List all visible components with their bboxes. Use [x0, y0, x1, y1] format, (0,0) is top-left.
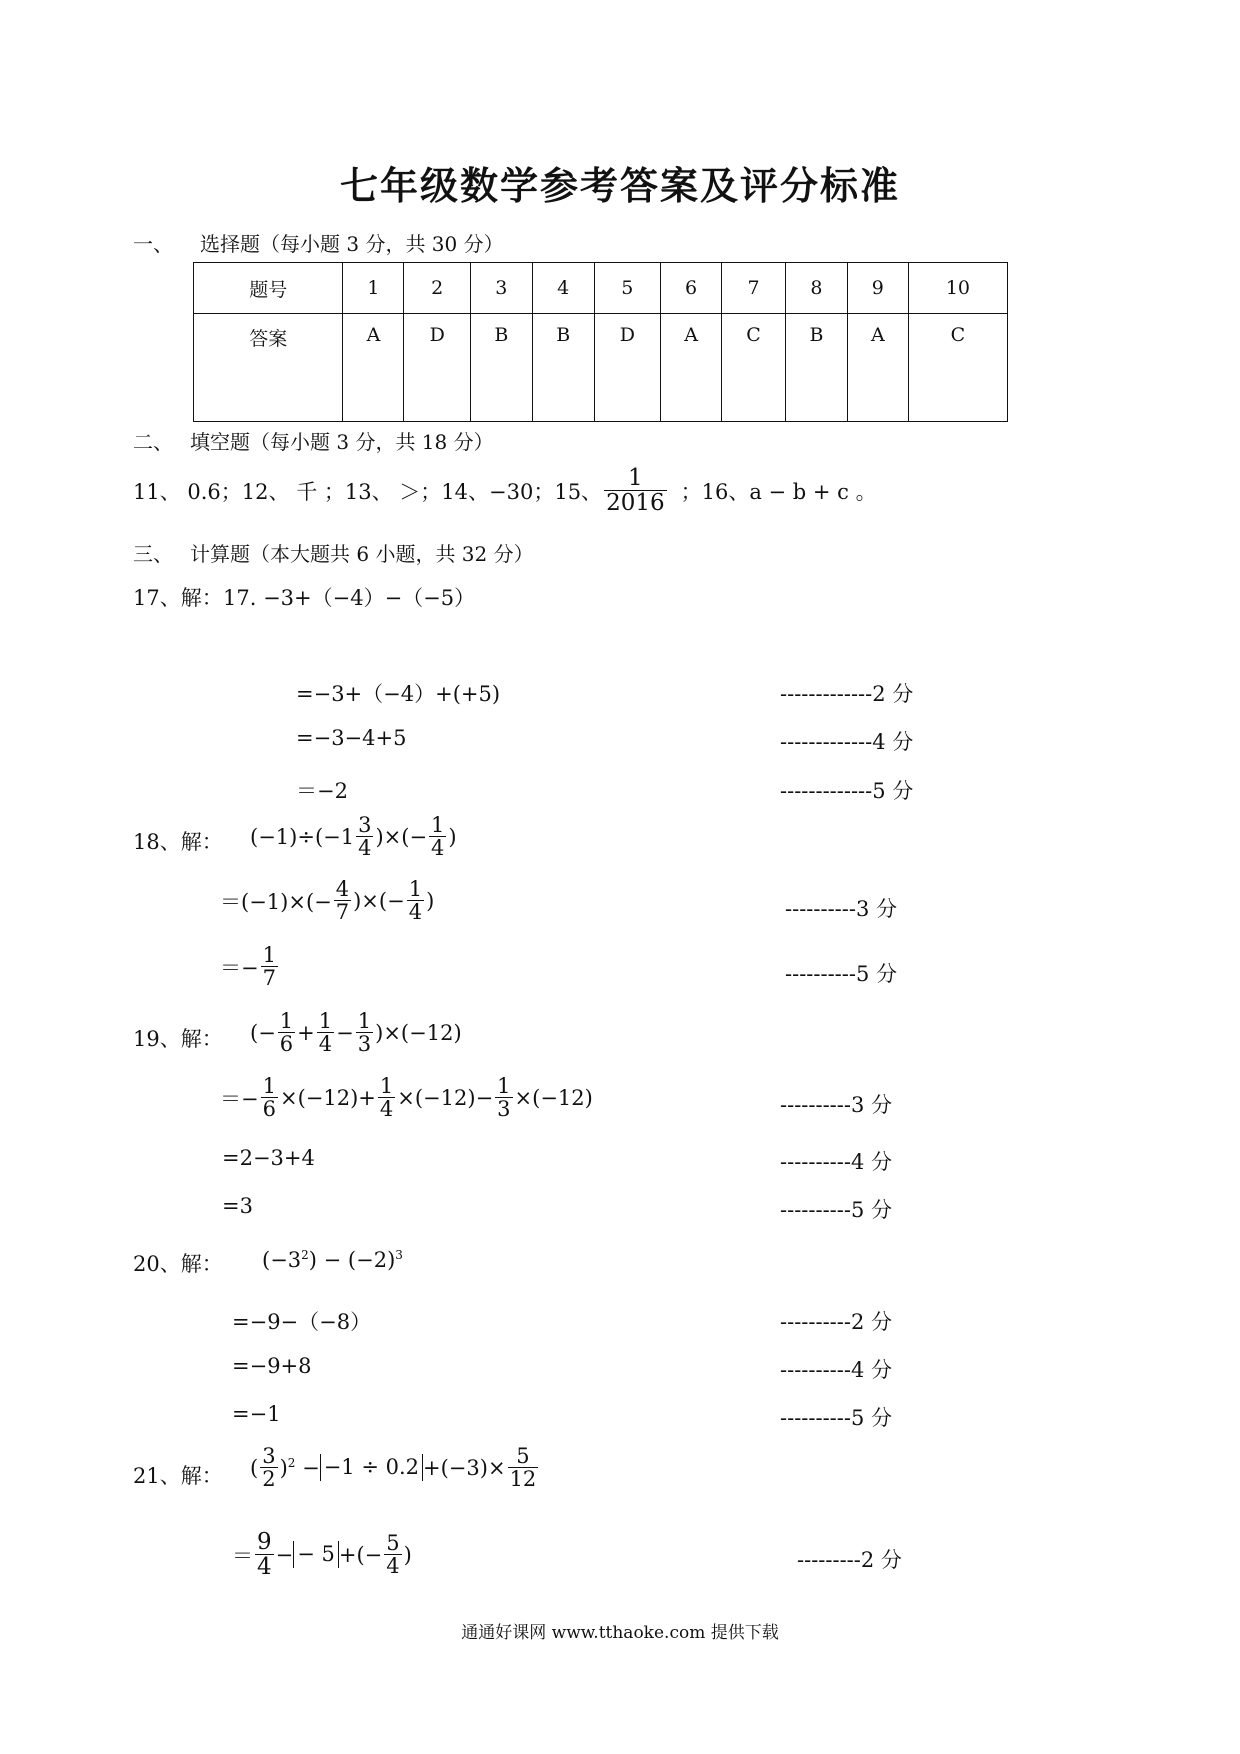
answer-table [193, 262, 1008, 422]
answer-11: 11、 0.6； [133, 479, 242, 504]
problem-20-step-2: =−9+8 [232, 1354, 312, 1378]
problem-21-step-1: ＝ $\frac{9}{4}$ − − 5 +(− $\frac{5}{4}$ ) [232, 1529, 412, 1581]
problem-21-label: 21、解： [133, 1464, 223, 1488]
question-number-cell: 8 [786, 263, 848, 314]
answer-cell: D [404, 314, 470, 422]
row-label-question-number: 题号 [194, 263, 343, 314]
answer-cell: A [847, 314, 908, 422]
answer-cell: C [908, 314, 1007, 422]
problem-18-label: 18、解： [133, 830, 223, 854]
footer-source: 通通好课网 www.tthaoke.com 提供下载 [461, 1623, 779, 1643]
answer-cell: B [470, 314, 532, 422]
section-1-heading: 选择题（每小题 3 分，共 30 分） [200, 232, 504, 256]
problem-19-step-3: =3 [222, 1194, 253, 1218]
problem-17-step-3: ＝−2 [296, 779, 348, 803]
answer-cell: B [786, 314, 848, 422]
problem-19-score-1: ----------3 分 [780, 1093, 892, 1117]
problem-18-step-1: ＝(−1)×(− $\frac{4}{7}$ )×(− $\frac{1}{4}$ ) [220, 877, 435, 925]
problem-20-step-3: =−1 [232, 1402, 281, 1426]
section-2-heading: 填空题（每小题 3 分，共 18 分） [190, 430, 494, 454]
question-number-cell: 3 [470, 263, 532, 314]
problem-21-score-1: ---------2 分 [797, 1548, 902, 1572]
answer-cell: B [532, 314, 594, 422]
section-2-number: 二、 [133, 430, 173, 454]
problem-17-score-2: -------------4 分 [780, 730, 914, 754]
problem-20-score-1: ----------2 分 [780, 1310, 892, 1334]
problem-17-label: 17、解： [133, 586, 223, 610]
problem-20-label: 20、解： [133, 1252, 223, 1276]
answer-cell: A [343, 314, 404, 422]
problem-19-expression: (− $\frac{1}{6}$ + $\frac{1}{4}$ − $\frac{1}{3}$ )×(−12) [250, 1009, 462, 1057]
problem-18-expression: (−1)÷(−1 $\frac{3}{4}$ )×(− $\frac{1}{4}$ ) [250, 813, 457, 861]
question-number-cell: 9 [847, 263, 908, 314]
problem-17-score-1: -------------2 分 [780, 682, 914, 706]
answer-table-header-row [194, 263, 1008, 314]
problem-18-score-1: ----------3 分 [785, 897, 897, 921]
page-title: 七年级数学参考答案及评分标准 [339, 163, 900, 208]
section-3-heading: 计算题（本大题共 6 小题，共 32 分） [190, 542, 534, 566]
answer-cell: A [661, 314, 722, 422]
problem-19-step-1: ＝− $\frac{1}{6}$ ×(−12)+ $\frac{1}{4}$ ×(−12)− $\frac{1}{3}$ ×(−12) [220, 1074, 593, 1122]
problem-17-step-1: =−3+（−4）+(+5) [296, 682, 501, 706]
answer-16: ；16、a − b + c 。 [680, 479, 877, 504]
answer-table-answer-row [194, 314, 1008, 422]
fraction-numerator: 1 [628, 465, 643, 491]
fraction-denominator: 2016 [606, 490, 665, 517]
question-number-cell: 10 [908, 263, 1007, 314]
problem-17-step-2: =−3−4+5 [296, 726, 407, 750]
question-number-cell: 4 [532, 263, 594, 314]
problem-21-expression: ( $\frac{3}{2}$ )$^2$ − −1 ÷ 0.2 +(−3)× $\frac{5}{12}$ [250, 1444, 537, 1492]
question-number-cell: 6 [661, 263, 722, 314]
problem-17-statement: 17. −3+（−4）−（−5） [223, 586, 476, 610]
problem-20-score-3: ----------5 分 [780, 1406, 892, 1430]
problem-20-step-1: =−9−（−8） [232, 1310, 372, 1334]
problem-19-score-3: ----------5 分 [780, 1198, 892, 1222]
problem-19-label: 19、解： [133, 1027, 223, 1051]
row-label-answer: 答案 [194, 314, 343, 422]
problem-20-score-2: ----------4 分 [780, 1358, 892, 1382]
problem-19-step-2: =2−3+4 [222, 1146, 315, 1170]
answer-14: 14、−30； [441, 479, 555, 504]
question-number-cell: 1 [343, 263, 404, 314]
answer-15-fraction [604, 466, 667, 515]
problem-18-score-2: ----------5 分 [785, 962, 897, 986]
question-number-cell: 5 [594, 263, 660, 314]
question-number-cell: 2 [404, 263, 470, 314]
answer-12: 12、 千 ； [241, 479, 345, 504]
answer-cell: D [594, 314, 660, 422]
problem-19-score-2: ----------4 分 [780, 1150, 892, 1174]
answer-13: 13、 ＞； [344, 479, 442, 504]
fill-in-answers [133, 466, 877, 515]
answer-cell: C [722, 314, 786, 422]
section-3-number: 三、 [133, 542, 173, 566]
problem-18-step-2: ＝− $\frac{1}{7}$ [220, 943, 276, 991]
answer-15-prefix: 15、 [554, 479, 603, 504]
question-number-cell: 7 [722, 263, 786, 314]
problem-20-expression: $(-3^2) - (-2)^3$ [262, 1248, 403, 1272]
problem-17-score-3: -------------5 分 [780, 779, 914, 803]
section-1-number: 一、 [133, 232, 173, 256]
